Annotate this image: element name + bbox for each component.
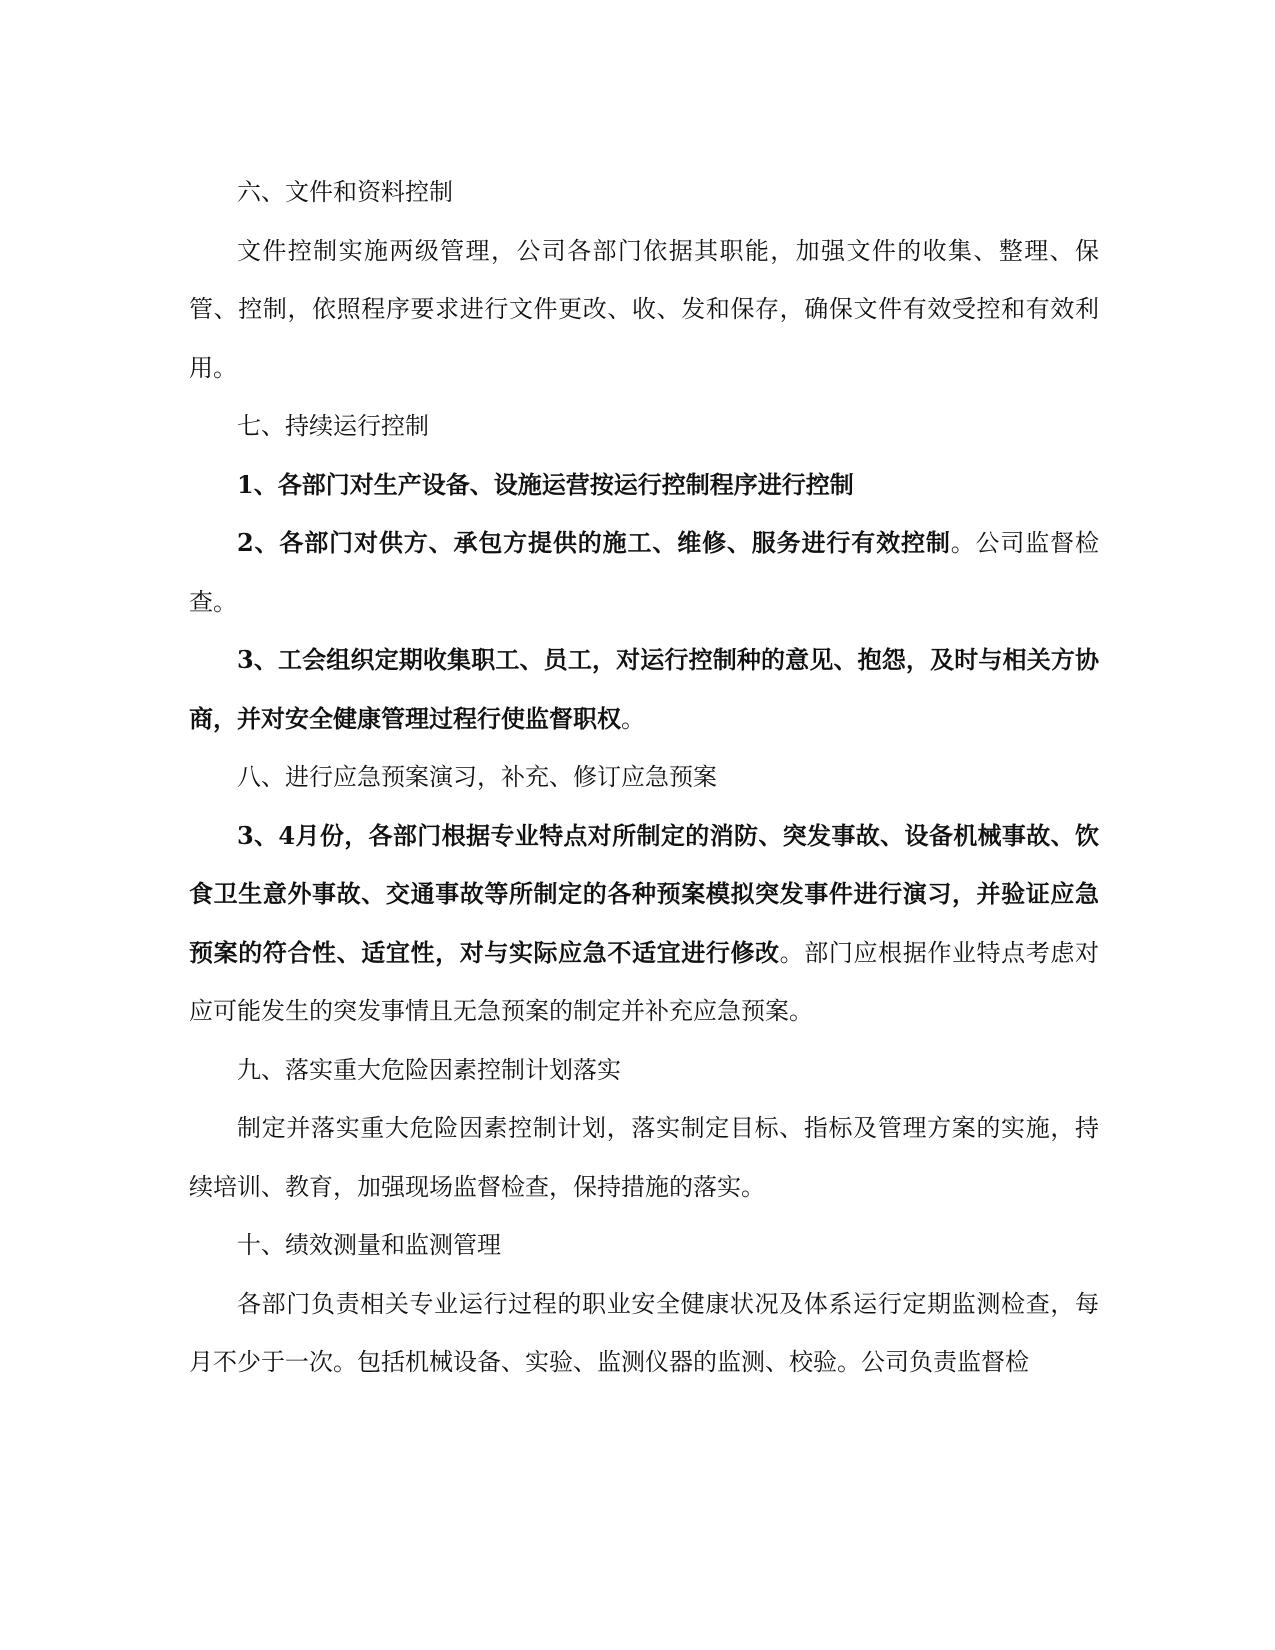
paragraph-document-control xyxy=(189,222,1099,398)
bold-text-segment: 2、各部门对供方、承包方提供的施工、维修、服务进行有效控制 xyxy=(237,528,951,557)
paragraph-performance-monitoring xyxy=(189,1275,1099,1392)
item-7-1 xyxy=(189,456,1099,515)
text-segment: 。部门应根据作业特点考虑对应可能发生的突发事情且无急预案的制定并补充应急预案。 xyxy=(189,938,1100,1025)
item-7-3 xyxy=(189,631,1099,748)
paragraph-hazard-control xyxy=(189,1099,1099,1216)
text-segment: 文件控制实施两级管理，公司各部门依据其职能，加强文件的收集、整理、保管、控制，依照程序要求进行文件更改、收、发和保存，确保文件有效受控和有效利用。 xyxy=(189,236,1099,382)
document-page xyxy=(189,0,1099,1392)
text-segment: 制定并落实重大危险因素控制计划，落实制定目标、指标及管理方案的实施，持续培训、教育，加强现场监督检查，保持措施的落实。 xyxy=(189,1114,1099,1201)
heading-section-7 xyxy=(189,397,1099,456)
text-segment: 十、绩效测量和监测管理 xyxy=(237,1231,501,1259)
bold-text-segment: 3、4月份，各部门根据专业特点对所制定的消防、突发事故、设备机械事故、饮食卫生意外事故、交通事故等所制定的各种预案模拟突发事件进行演习，并验证应急预案的符合性、适宜性，对与实际应急不适宜进行修改 xyxy=(189,820,1099,967)
item-8-3 xyxy=(189,807,1099,1041)
item-7-2 xyxy=(189,514,1099,631)
text-segment: 。公司监督检查。 xyxy=(189,529,1099,616)
text-segment: 六、文件和资料控制 xyxy=(237,178,453,206)
text-segment: 各部门负责相关专业运行过程的职业安全健康状况及体系运行定期监测检查，每月不少于一次。包括机械设备、实验、监测仪器的监测、校验。公司负责监督检 xyxy=(189,1289,1099,1376)
bold-text-segment: 3、工会组织定期收集职工、员工，对运行控制种的意见、抱怨，及时与相关方协商，并对安全健康管理过程行使监督职权 xyxy=(189,645,1099,733)
text-segment: 八、进行应急预案演习，补充、修订应急预案 xyxy=(237,763,717,791)
heading-section-9 xyxy=(189,1041,1099,1100)
heading-section-8 xyxy=(189,748,1099,807)
text-segment: 。 xyxy=(621,704,645,733)
text-segment: 七、持续运行控制 xyxy=(237,412,429,440)
text-segment: 九、落实重大危险因素控制计划落实 xyxy=(237,1055,621,1084)
bold-text-segment: 1、各部门对生产设备、设施运营按运行控制程序进行控制 xyxy=(237,469,854,499)
heading-section-10 xyxy=(189,1216,1099,1275)
top-margin xyxy=(189,0,1099,163)
heading-section-6 xyxy=(189,163,1099,222)
